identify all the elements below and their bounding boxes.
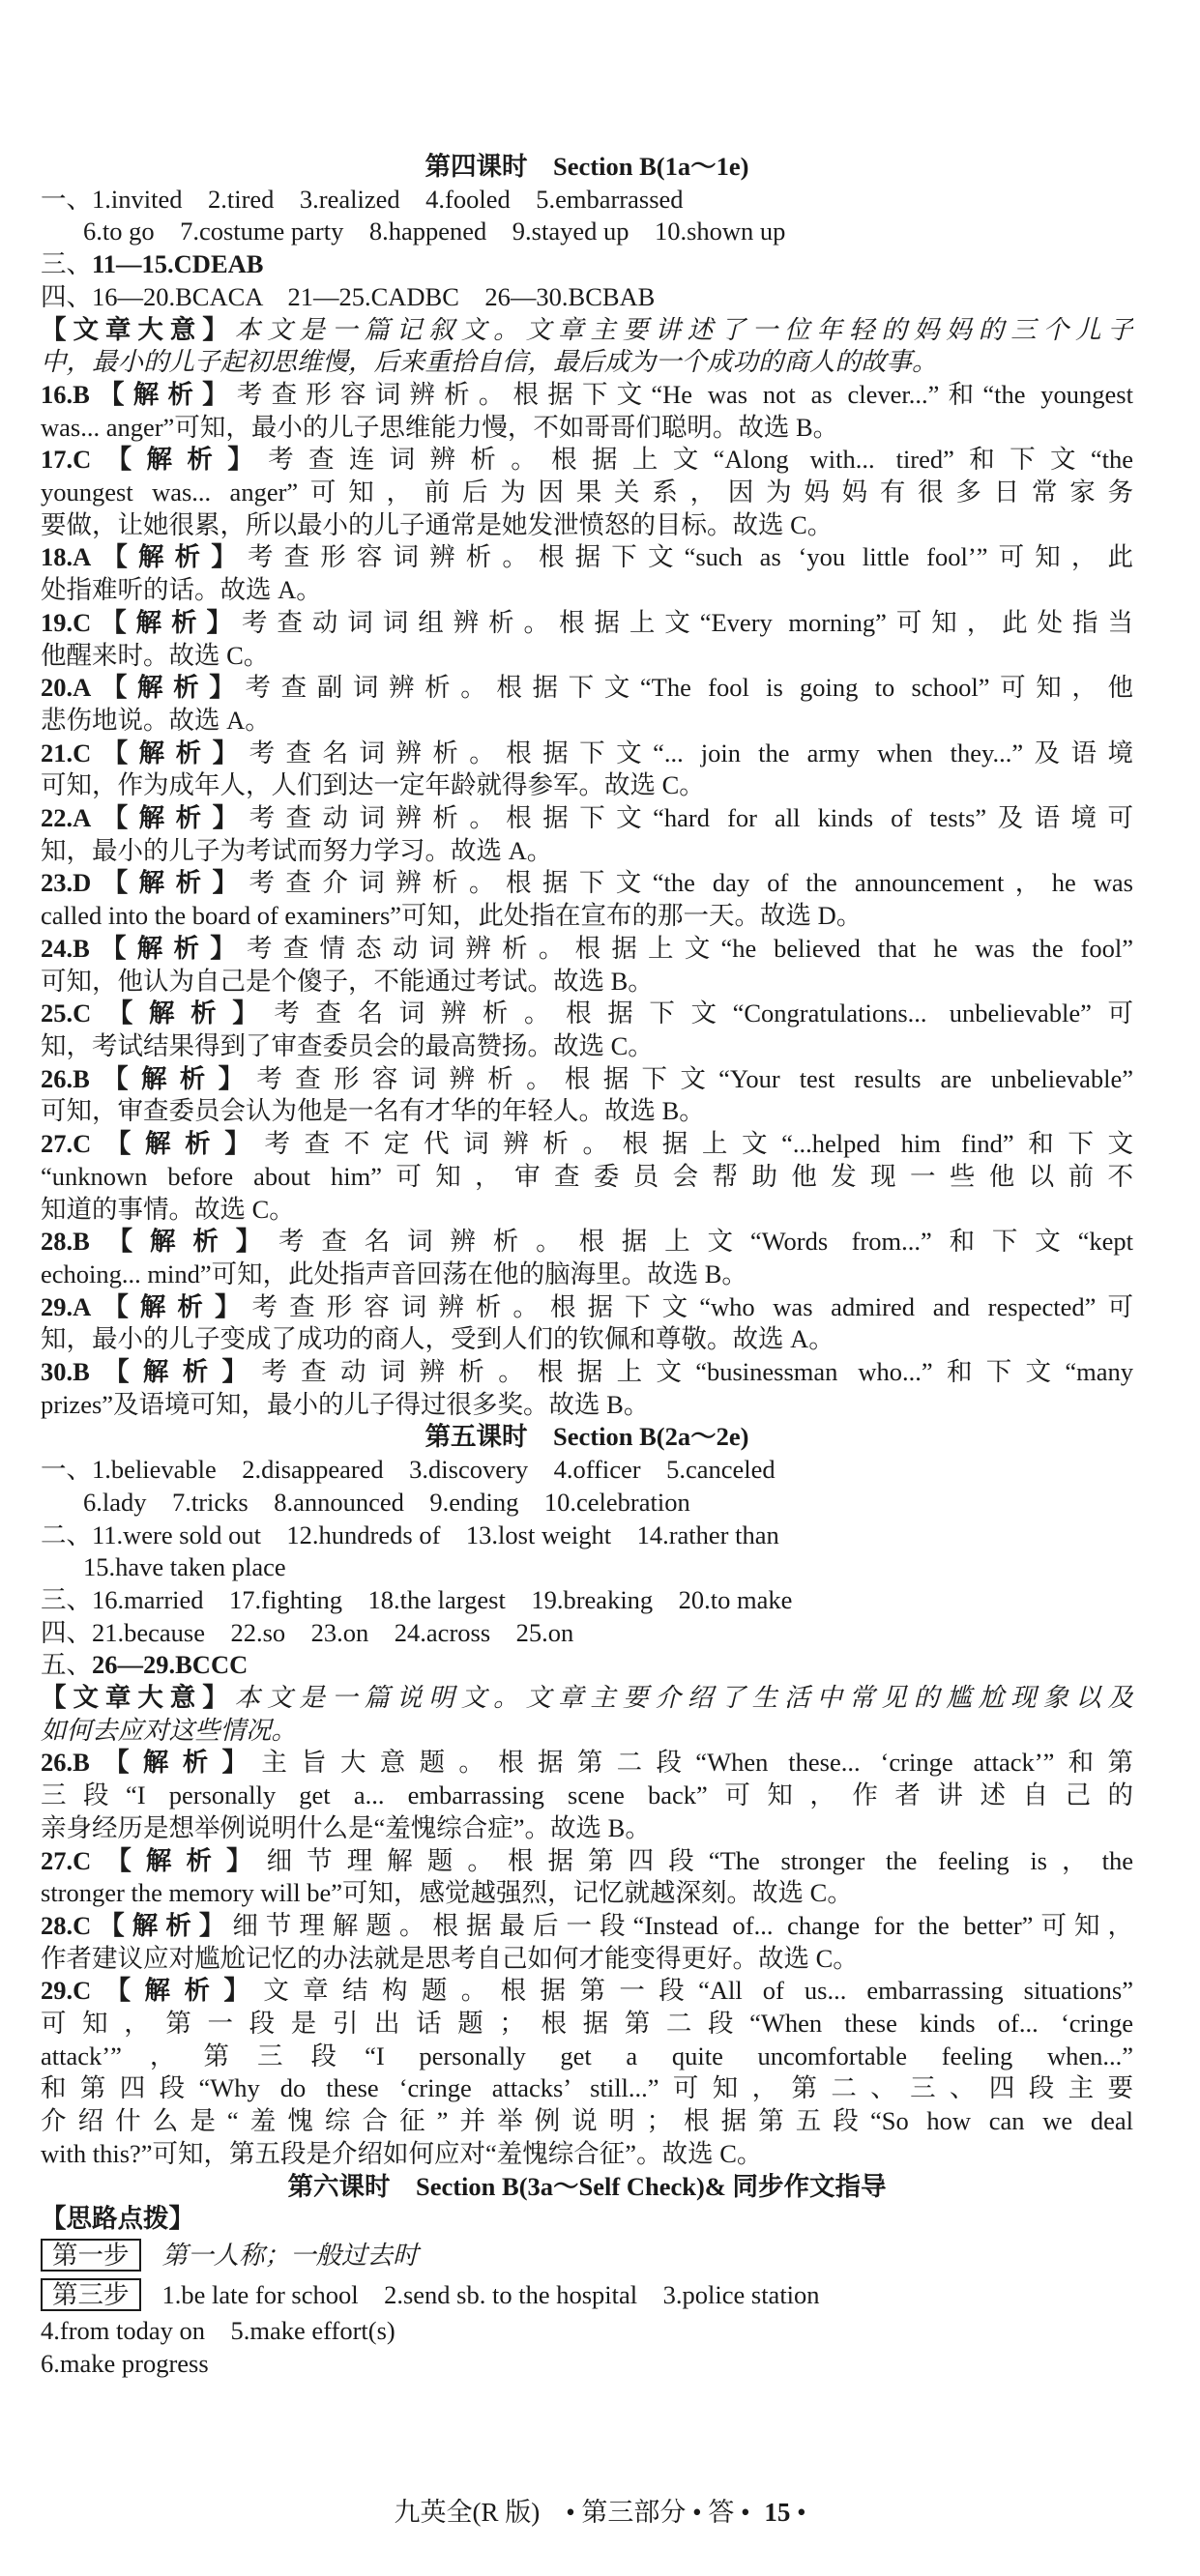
step-3-row	[41, 2274, 1133, 2315]
analysis-tag: 【解析】	[89, 1357, 262, 1387]
analysis-line	[41, 444, 1133, 477]
analysis-item	[41, 1975, 1133, 2170]
question-number: 17.C	[41, 445, 92, 475]
analysis-tag: 【解析】	[91, 999, 275, 1028]
analysis-item	[41, 802, 1133, 867]
analysis-line	[41, 541, 1133, 574]
analysis-line-cont: 可知，审查委员会认为他是一名有才华的年轻人。故选 B。	[41, 1096, 705, 1126]
article-summary: 【文章大意】本文是一篇说明文。文章主要介绍了生活中常见的尴尬现象以及	[41, 1683, 1133, 1714]
question-number: 22.A	[41, 803, 92, 833]
analysis-item	[41, 1063, 1133, 1128]
question-number: 21.C	[41, 738, 92, 767]
analysis-item	[41, 933, 1133, 998]
analysis-item	[41, 1747, 1133, 1844]
analysis-line-cont: 可知，他认为自己是个傻子，不能通过考试。故选 B。	[41, 966, 654, 996]
analysis-item	[41, 607, 1133, 672]
analysis-item	[41, 672, 1133, 737]
article-summary-cont: 中，最小的儿子起初思维慢，后来重拾自信，最后成为一个成功的商人的故事。	[41, 347, 938, 378]
page-number: 15	[764, 2498, 791, 2527]
analysis-tag: 【解析】	[89, 1748, 262, 1778]
analysis-line-cont: 三段“I personally get a... embarrassing scene back”可知，作者讲述自己的	[41, 1780, 1133, 1810]
section-title-6: 第六课时 Section B(3a～Self Check)& 同步作文指导	[287, 2171, 887, 2201]
question-number: 23.D	[41, 868, 92, 898]
analysis-line	[41, 867, 1133, 900]
question-number: 27.C	[41, 1845, 92, 1875]
analysis-item	[41, 1226, 1133, 1290]
analysis-item	[41, 867, 1133, 932]
answer-line: 四、21.because 22.so 23.on 24.across 25.on	[41, 1617, 574, 1647]
step-1-label: 第一步	[41, 2239, 141, 2272]
answer-line: 二、11.were sold out 12.hundreds of 13.lost weight 14.rather than	[41, 1520, 779, 1549]
analysis-item	[41, 1910, 1133, 1975]
step-1-row	[41, 2236, 1133, 2274]
section-title-5: 第五课时 Section B(2a～2e)	[424, 1422, 749, 1452]
analysis-tag: 【解析】	[91, 803, 249, 833]
analysis-item	[41, 379, 1133, 444]
analysis-line	[41, 379, 1133, 412]
analysis-line	[41, 1226, 1133, 1259]
analysis-line	[41, 933, 1133, 966]
analysis-text: 文章结构题。根据第一段“All of us... embarrassing situations”	[263, 1976, 1133, 2006]
analysis-line-cont: 知道的事情。故选 C。	[41, 1194, 295, 1224]
analysis-text: 考查形容词辨析。根据下文“Your test results are unbelievable”	[256, 1063, 1133, 1093]
analysis-text: 考查动词辨析。根据上文“businessman who...”和下文“many	[261, 1357, 1133, 1387]
analysis-line-cont: youngest was... anger”可知，前后为因果关系，因为妈妈有很多日常家务	[41, 478, 1133, 507]
question-number: 26.B	[41, 1748, 90, 1778]
analysis-list-4	[41, 379, 1133, 1422]
analysis-line	[41, 1128, 1133, 1161]
section-title-4: 第四课时 Section B(1a～1e)	[424, 152, 749, 181]
analysis-line-cont: 他醒来时。故选 C。	[41, 640, 270, 670]
question-number: 29.A	[41, 1291, 92, 1321]
analysis-text: 细节理解题。根据最后一段“Instead of... change for the better”可知，	[232, 1910, 1133, 1940]
answer-line: 三、16.married 17.fighting 18.the largest 19.breaking 20.to make	[41, 1584, 793, 1614]
analysis-line	[41, 998, 1133, 1030]
analysis-line	[41, 1910, 1133, 1943]
page-footer	[0, 2497, 1200, 2530]
analysis-item	[41, 541, 1133, 606]
analysis-text: 细节理解题。根据第四段“The stronger the feeling is，the	[266, 1845, 1133, 1875]
question-number: 29.C	[41, 1976, 92, 2006]
answer-line: 6.make progress	[41, 2348, 209, 2378]
analysis-tag: 【解析】	[91, 868, 249, 898]
analysis-text: 考查名词辨析。根据上文“Words from...”和下文“kept	[278, 1227, 1133, 1257]
article-summary: 【文章大意】本文是一篇记叙文。文章主要讲述了一位年轻的妈妈的三个儿子	[41, 314, 1133, 345]
analysis-line-cont: 要做，让她很累，所以最小的儿子通常是她发泄愤怒的目标。故选 C。	[41, 509, 834, 539]
analysis-item	[41, 998, 1133, 1062]
analysis-text: 考查情态动词辨析。根据上文“he believed that he was the fool”	[246, 933, 1133, 963]
question-number: 16.B	[41, 379, 90, 409]
analysis-line-cont: 和第四段“Why do these ‘cringe attacks’ still...”可知，第二、三、四段主要	[41, 2073, 1133, 2103]
footer-book: 九英全(R 版) • 第三部分 • 答 •	[394, 2498, 750, 2527]
analysis-line	[41, 607, 1133, 640]
answer-line: 6.to go 7.costume party 8.happened 9.stayed up 10.shown up	[83, 217, 786, 246]
analysis-line	[41, 672, 1133, 705]
analysis-line-cont: “unknown before about him”可知，审查委员会帮助他发现一些他以前不	[41, 1161, 1133, 1191]
analysis-text: 考查形容词辨析。根据下文“such as ‘you little fool’”可知，此	[247, 542, 1133, 572]
analysis-text: 考查名词辨析。根据下文“Congratulations... unbelievable”可	[274, 999, 1133, 1028]
analysis-line	[41, 1747, 1133, 1780]
footer-dot: •	[797, 2498, 806, 2527]
analysis-tag: 【解析】	[89, 1063, 257, 1093]
analysis-tag: 【解析】	[91, 1910, 233, 1940]
analysis-line	[41, 1063, 1133, 1096]
question-number: 28.C	[41, 1910, 92, 1940]
analysis-text: 考查不定代词辨析。根据上文“...helped him find”和下文	[264, 1129, 1133, 1159]
analysis-line	[41, 1845, 1133, 1878]
analysis-line-cont: echoing... mind”可知，此处指声音回荡在他的脑海里。故选 B。	[41, 1259, 747, 1288]
analysis-text: 考查连词辨析。根据上文“Along with... tired”和下文“the	[268, 445, 1133, 475]
step-1-text: 第一人称；一般过去时	[161, 2241, 419, 2271]
question-number: 26.B	[41, 1063, 90, 1093]
analysis-tag: 【解析】	[91, 542, 248, 572]
analysis-item	[41, 1845, 1133, 1910]
answer-line: 15.have taken place	[83, 1552, 286, 1582]
analysis-line-cont: 可知，第一段是引出话题；根据第二段“When these kinds of... ‘cringe	[41, 2009, 1133, 2039]
analysis-text: 考查名词辨析。根据下文“... join the army when they...”及语境	[249, 738, 1133, 767]
analysis-line	[41, 1975, 1133, 2008]
analysis-text: 考查动词词组辨析。根据上文“Every morning”可知，此处指当	[241, 607, 1133, 637]
analysis-line-cont: 处指难听的话。故选 A。	[41, 575, 322, 605]
answer-line: 4.from today on 5.make effort(s)	[41, 2316, 395, 2345]
question-number: 28.B	[41, 1227, 90, 1257]
analysis-line	[41, 802, 1133, 835]
analysis-tag: 【解析】	[91, 1291, 252, 1321]
tips-heading: 【思路点拨】	[41, 2204, 194, 2234]
answer-line: 一、1.believable 2.disappeared 3.discovery 4.officer 5.canceled	[41, 1455, 776, 1485]
analysis-line-cont: 悲伤地说。故选 A。	[41, 705, 271, 735]
analysis-text: 考查动词辨析。根据下文“hard for all kinds of tests”及语境可	[249, 803, 1133, 833]
analysis-text: 考查形容词辨析。根据下文“He was not as clever...”和“the youngest	[236, 379, 1133, 409]
analysis-item	[41, 1128, 1133, 1226]
step-3-text: 1.be late for school 2.send sb. to the hospital 3.police station	[161, 2280, 820, 2309]
analysis-line	[41, 738, 1133, 770]
analysis-item	[41, 738, 1133, 802]
analysis-tag: 【解析】	[91, 1845, 267, 1875]
analysis-line-cont: stronger the memory will be”可知，感觉越强烈，记忆就越深刻。故选 C。	[41, 1878, 853, 1908]
analysis-tag: 【解析】	[91, 738, 249, 767]
analysis-line-cont: with this?”可知，第五段是介绍如何应对“羞愧综合征”。故选 C。	[41, 2138, 763, 2168]
analysis-item	[41, 1291, 1133, 1356]
analysis-line	[41, 1291, 1133, 1324]
analysis-line-cont: 作者建议应对尴尬记忆的办法就是思考自己如何才能变得更好。故选 C。	[41, 1943, 859, 1973]
answer-line: 6.lady 7.tricks 8.announced 9.ending 10.celebration	[83, 1487, 690, 1517]
analysis-line-cont: 知，最小的儿子为考试而努力学习。故选 A。	[41, 835, 553, 865]
question-number: 24.B	[41, 933, 90, 963]
analysis-tag: 【解析】	[89, 1227, 279, 1257]
analysis-line-cont: 可知，作为成年人，人们到达一定年龄就得参军。故选 C。	[41, 770, 705, 800]
analysis-line-cont: prizes”及语境可知，最小的儿子得过很多奖。故选 B。	[41, 1389, 650, 1419]
analysis-line-cont: was... anger”可知，最小的儿子思维能力慢，不如哥哥们聪明。故选 B。	[41, 412, 839, 442]
analysis-tag: 【解析】	[89, 933, 247, 963]
analysis-line	[41, 1356, 1133, 1389]
answer-line: 三、11—15.CDEAB	[41, 249, 264, 279]
analysis-tag: 【解析】	[89, 379, 237, 409]
analysis-text: 主旨大意题。根据第二段“When these... ‘cringe attack’”和第	[261, 1748, 1133, 1778]
question-number: 20.A	[41, 673, 92, 703]
analysis-tag: 【解析】	[91, 673, 246, 703]
analysis-line-cont: 介绍什么是“羞愧综合征”并举例说明；根据第五段“So how can we deal	[41, 2106, 1133, 2136]
answer-line: 一、1.invited 2.tired 3.realized 4.fooled 5.embarrassed	[41, 184, 684, 214]
analysis-text: 考查副词辨析。根据下文“The fool is going to school”可知，他	[245, 673, 1133, 703]
analysis-list-5	[41, 1747, 1133, 2170]
question-number: 30.B	[41, 1357, 90, 1387]
question-number: 27.C	[41, 1129, 92, 1159]
analysis-text: 考查介词辨析。根据下文“the day of the announcement，he was	[249, 868, 1133, 898]
step-3-label: 第三步	[41, 2278, 141, 2311]
analysis-item	[41, 1356, 1133, 1421]
answer-line: 四、16—20.BCACA 21—25.CADBC 26—30.BCBAB	[41, 281, 656, 311]
analysis-tag: 【解析】	[91, 1129, 265, 1159]
analysis-line-cont: attack’”，第三段“I personally get a quite uncomfortable feeling when...”	[41, 2041, 1133, 2070]
article-summary-cont: 如何去应对这些情况。	[41, 1715, 297, 1746]
page-content	[41, 151, 1133, 2380]
analysis-tag: 【解析】	[91, 445, 269, 475]
question-number: 18.A	[41, 542, 92, 572]
analysis-item	[41, 444, 1133, 541]
question-number: 25.C	[41, 999, 92, 1028]
analysis-tag: 【解析】	[91, 607, 242, 637]
answer-line: 五、26—29.BCCC	[41, 1650, 249, 1680]
analysis-line-cont: 知，最小的儿子变成了成功的商人，受到人们的钦佩和尊敬。故选 A。	[41, 1324, 834, 1354]
question-number: 19.C	[41, 607, 92, 637]
analysis-line-cont: 知，考试结果得到了审查委员会的最高赞扬。故选 C。	[41, 1030, 654, 1060]
analysis-line-cont: called into the board of examiners”可知，此处指在宣布的那一天。故选 D。	[41, 901, 863, 931]
analysis-tag: 【解析】	[91, 1976, 264, 2006]
analysis-line-cont: 亲身经历是想举例说明什么是“羞愧综合症”。故选 B。	[41, 1812, 651, 1842]
analysis-text: 考查形容词辨析。根据下文“who was admired and respected”可	[251, 1291, 1133, 1321]
